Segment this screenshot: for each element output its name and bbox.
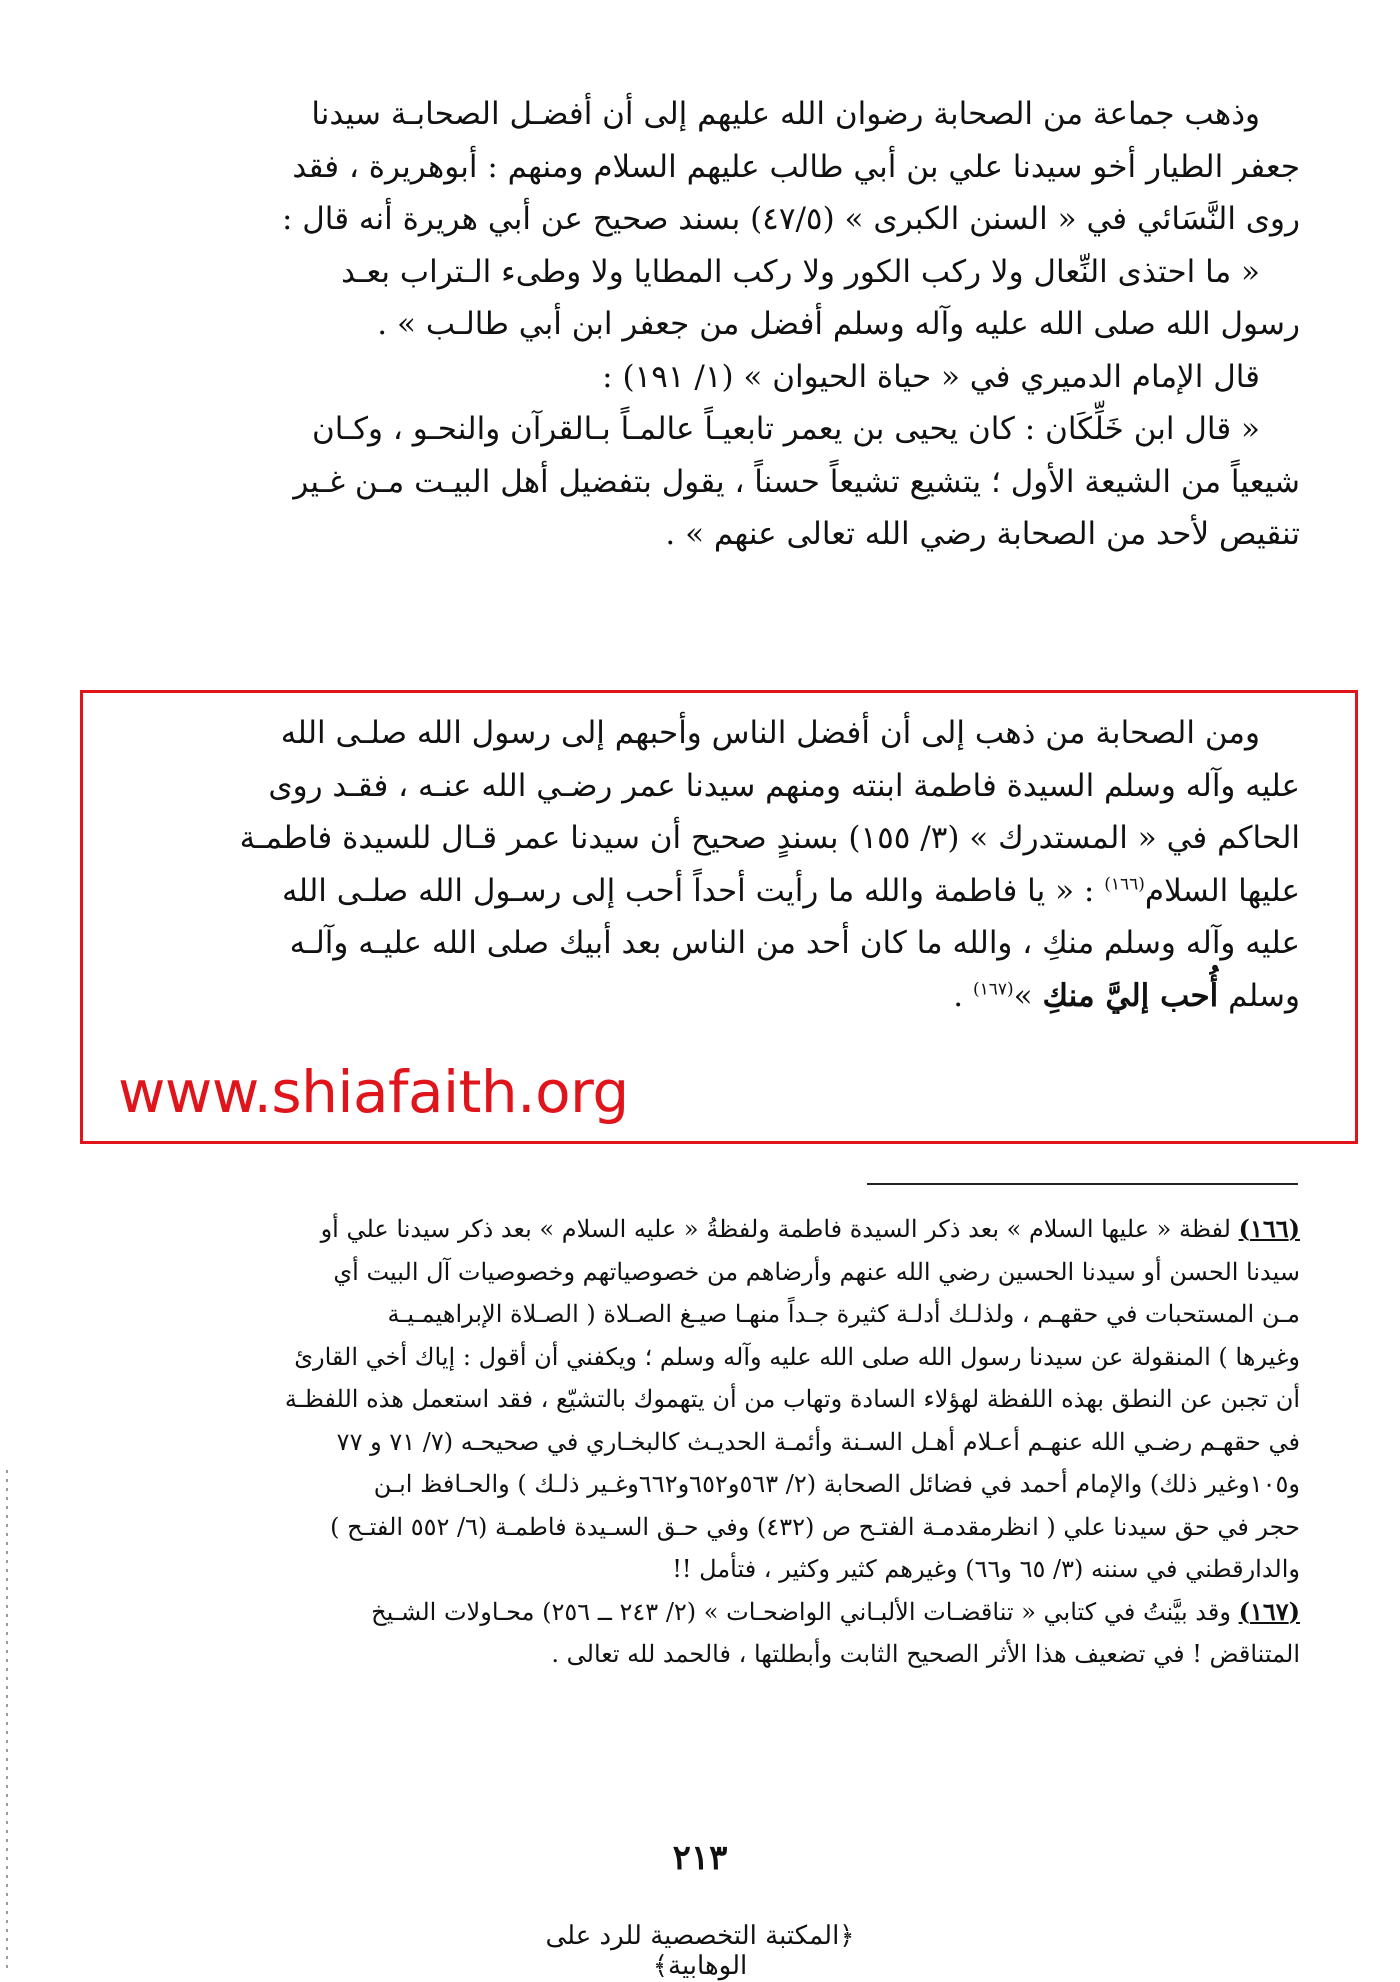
footnotes <box>122 1208 1300 1676</box>
footnote-line: سيدنا الحسن أو سيدنا الحسين رضي الله عنهم وأرضاهم من خصوصياتهم وخصوصيات آل البيت أي <box>333 1257 1300 1286</box>
footnote-line: مـن المستحبات في حقهـم ، ولذلـك أدلـة كثيرة جـداً منهـا صيـغ الصـلاة ( الصـلاة الإبراهيمـيـة <box>387 1300 1300 1328</box>
paragraph-ibn-khallikan <box>122 403 1300 561</box>
text-line: قال الإمام الدميري في « حياة الحيوان » (١/ ١٩١) : <box>602 358 1260 395</box>
paragraph-hadith-quote <box>122 246 1300 351</box>
text-line: شيعياً من الشيعة الأول ؛ يتشيع تشيعاً حسناً ، يقول بتفضيل أهل البيـت مـن غـير <box>293 463 1300 500</box>
series-title: ﴿المكتبة التخصصية للرد على الوهابية﴾ <box>545 1921 855 1981</box>
footnote-line: حجر في حق سيدنا علي ( انظرمقدمـة الفتـح ص (٤٣٢) وفي حـق السـيدة فاطمـة (٦/ ٥٥٢ الفتـح ) <box>330 1512 1300 1541</box>
text-line: « ما احتذى النِّعال ولا ركب الكور ولا ركب المطايا ولا وطىء الـتراب بعـد <box>341 253 1260 290</box>
footnote-line: أن تجبن عن النطق بهذه اللفظة لهؤلاء السادة وتهاب من أن يتهموك بالتشيّع ، فقد استعمل هذه اللفظـة <box>284 1385 1300 1413</box>
footnote-number: (١٦٧) <box>1238 1596 1300 1626</box>
text-line: عليها السلام <box>1144 872 1300 909</box>
footnote-line: في حقهـم رضـي الله عنهـم أعـلام أهـل السـنة وأئمـة الحديـث كالبخـاري في صحيحـه (٧/ ٧١ و ٧٧ <box>336 1427 1300 1456</box>
text-line: عليه وآله وسلم منكِ ، والله ما كان أحد من الناس بعد أبيك صلى الله عليـه وآلـه <box>289 925 1300 961</box>
footnote-167 <box>122 1591 1300 1676</box>
paragraph-damiri <box>122 351 1300 404</box>
scan-edge-artifact <box>6 1470 8 1970</box>
footnote-line: و١٠٥وغير ذلك) والإمام أحمد في فضائل الصحابة (٢/ ٥٦٣و٦٥٢و٦٦٢وغـير ذلـك ) والحـافظ ابـن <box>373 1470 1300 1498</box>
footnote-number: (١٦٦) <box>1238 1214 1300 1243</box>
page-number: ٢١٣ <box>672 1838 728 1878</box>
text-line: « قال ابن خَلِّكَان : كان يحيى بن يعمر تابعيـاً عالمـاً بـالقرآن والنحـو ، وكـان <box>311 411 1260 447</box>
text-line: رسول الله صلى الله عليه وآله وسلم أفضل من جعفر ابن أبي طالـب » . <box>377 306 1300 342</box>
bold-phrase: أُحب إليَّ منكِ <box>1042 977 1219 1014</box>
footnote-ref-167: (١٦٧) <box>972 979 1014 1000</box>
watermark-url: www.shiafaith.org <box>118 1058 629 1126</box>
footnote-line: المتناقض ! في تضعيف هذا الأثر الصحيح الثابت وأبطلتها ، فالحمد لله تعالى . <box>551 1640 1300 1668</box>
main-text <box>122 88 1300 561</box>
text-line: وذهب جماعة من الصحابة رضوان الله عليهم إلى أن أفضـل الصحابـة سيدنا <box>311 96 1260 132</box>
text-line: الحاكم في « المستدرك » (٣/ ١٥٥) بسندٍ صحيح أن سيدنا عمر قـال للسيدة فاطمـة <box>239 820 1300 856</box>
footnote-ref-166: (١٦٦) <box>1104 874 1145 895</box>
footnote-line: وقد بيَّنتُ في كتابي « تناقضـات الألبـاني الواضحـات » (٢/ ٢٤٣ ــ ٢٥٦) محـاولات الشـيخ <box>371 1597 1239 1626</box>
text-line: جعفر الطيار أخو سيدنا علي بن أبي طالب عليهم السلام ومنهم : أبوهريرة ، فقد <box>292 148 1300 185</box>
footnote-separator <box>867 1183 1298 1185</box>
footnote-166 <box>122 1208 1300 1591</box>
text-line: » <box>1013 977 1043 1014</box>
paragraph-fatima <box>122 707 1300 1022</box>
paragraph-companions-jafar <box>122 88 1300 246</box>
footnote-line: والدارقطني في سننه (٣/ ٦٥ و٦٦) وغيرهم كثير وكثير ، فتأمل !! <box>672 1555 1300 1583</box>
highlighted-passage <box>122 707 1300 1022</box>
text-line: تنقيص لأحد من الصحابة رضي الله تعالى عنهم » . <box>665 516 1300 552</box>
text-line: . <box>953 977 973 1014</box>
text-line: عليه وآله وسلم السيدة فاطمة ابنته ومنهم سيدنا عمر رضـي الله عنـه ، فقـد روى <box>268 767 1300 804</box>
text-line: ومن الصحابة من ذهب إلى أن أفضل الناس وأحبهم إلى رسول الله صلـى الله <box>280 715 1260 751</box>
text-line: : « يا فاطمة والله ما رأيت أحداً أحب إلى رسـول الله صلـى الله <box>281 872 1105 909</box>
footnote-line: وغيرها ) المنقولة عن سيدنا رسول الله صلى الله عليه وآله وسلم ؛ ويكفني أن أقول : إياك أخي القارئ <box>294 1342 1300 1371</box>
text-line: روى النَّسَائي في « السنن الكبرى » (٤٧/٥) بسند صحيح عن أبي هريرة أنه قال : <box>281 201 1300 237</box>
footnote-line: لفظة « عليها السلام » بعد ذكر السيدة فاطمة ولفظةُ « عليه السلام » بعد ذكر سيدنا علي أو <box>320 1215 1239 1243</box>
text-line: وسلم <box>1218 977 1300 1014</box>
